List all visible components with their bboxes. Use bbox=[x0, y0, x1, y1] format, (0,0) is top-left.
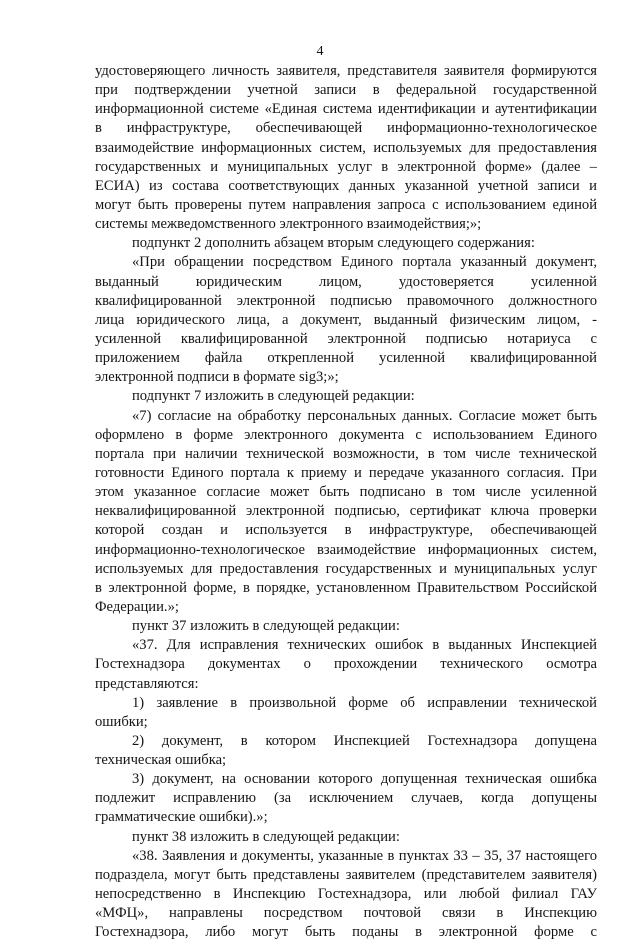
text-line: непосредственно в Инспекцию Гостехнадзора, или любой филиал ГАУ bbox=[95, 886, 597, 903]
text-line: подпункт 7 изложить в следующей редакции: bbox=[132, 388, 415, 405]
text-line: 1) заявление в произвольной форме об исправлении технической bbox=[132, 694, 597, 711]
text-line: «При обращении посредством Единого портала указанный документ, bbox=[132, 254, 597, 271]
text-line: информационно-технологическое взаимодействие информационных систем, bbox=[95, 541, 597, 558]
text-line: удостоверяющего личность заявителя, представителя заявителя формируются bbox=[95, 63, 597, 79]
text-line: информационной системе «Единая система идентификации и аутентификации bbox=[95, 101, 597, 118]
text-line: государственных и муниципальных услуг в электронной форме» (далее – bbox=[95, 158, 597, 175]
text-line: техническая ошибка; bbox=[95, 752, 227, 769]
text-line: 3) документ, на основании которого допущенная техническая ошибка bbox=[132, 771, 597, 788]
text-line: «38. Заявления и документы, указанные в пунктах 33 – 35, 37 настоящего bbox=[132, 847, 597, 864]
text-line: портала при наличии технической возможности, в том числе технической bbox=[95, 445, 597, 462]
text-line: подпункт 2 дополнить абзацем вторым следующего содержания: bbox=[132, 235, 535, 252]
text-line: подлежит исправлению (за исключением случаев, когда допущены bbox=[95, 790, 597, 807]
text-line: этом указанное согласие может быть подписано в том числе усиленной bbox=[95, 484, 597, 501]
text-line: Гостехнадзора, либо могут быть поданы в электронной форме с bbox=[95, 924, 597, 941]
text-line: «7) согласие на обработку персональных данных. Согласие может быть bbox=[132, 407, 597, 424]
text-line: приложением файла открепленной усиленной квалифицированной bbox=[95, 350, 597, 367]
text-line: системы межведомственного электронного взаимодействия;»; bbox=[95, 216, 482, 233]
text-line: могут быть проверены путем направления запроса с использованием единой bbox=[95, 196, 597, 213]
text-line: ошибки; bbox=[95, 713, 148, 730]
text-line: при подтверждении учетной записи в федеральной государственной bbox=[95, 82, 597, 99]
document-body bbox=[95, 62, 597, 942]
text-line: оформлено в форме электронного документа с использованием Единого bbox=[95, 426, 597, 443]
text-line: выданный юридическим лицом, удостоверяется усиленной bbox=[95, 273, 597, 290]
text-line: 2) документ, в котором Инспекцией Гостехнадзора допущена bbox=[132, 732, 597, 749]
text-line: используемых для предоставления государственных и муниципальных услуг bbox=[95, 560, 597, 577]
text-line: в инфраструктуре, обеспечивающей информационно-технологическое bbox=[95, 120, 597, 137]
text-line: представляются: bbox=[95, 675, 199, 692]
page-number: 4 bbox=[316, 44, 324, 59]
text-line: пункт 38 изложить в следующей редакции: bbox=[132, 828, 400, 845]
text-line: грамматические ошибки).»; bbox=[95, 809, 268, 826]
text-line: Федерации.»; bbox=[95, 598, 179, 615]
text-line: которой создан и используется в инфраструктуре, обеспечивающей bbox=[95, 522, 597, 539]
text-line: подраздела, могут быть представлены заявителем (представителем заявителя) bbox=[95, 866, 597, 883]
text-line: усиленной квалифицированной электронной подписью нотариуса с bbox=[95, 330, 597, 347]
text-line: неквалифицированной электронной подписью, сертификат ключа проверки bbox=[95, 503, 597, 520]
text-line: Гостехнадзора документах о прохождении технического осмотра bbox=[95, 656, 597, 673]
text-line: квалифицированной электронной подписью правомочного должностного bbox=[95, 292, 597, 309]
text-line: ЕСИА) из состава соответствующих данных указанной учетной записи и bbox=[95, 177, 597, 194]
text-line: взаимодействие информационных систем, используемых для предоставления bbox=[95, 139, 597, 156]
text-line: «37. Для исправления технических ошибок в выданных Инспекцией bbox=[132, 637, 597, 654]
text-line: в электронной форме, в порядке, установленном Правительством Российской bbox=[95, 579, 597, 596]
text-line: лица юридического лица, а документ, выданный физическим лицом, - bbox=[95, 311, 597, 328]
text-line: «МФЦ», направлены посредством почтовой связи в Инспекцию bbox=[95, 905, 597, 922]
text-line: готовности Единого портала к приему и передаче указанного согласия. При bbox=[95, 464, 597, 481]
text-line: электронной подписи в формате sig3;»; bbox=[95, 369, 339, 386]
text-line: пункт 37 изложить в следующей редакции: bbox=[132, 618, 400, 635]
